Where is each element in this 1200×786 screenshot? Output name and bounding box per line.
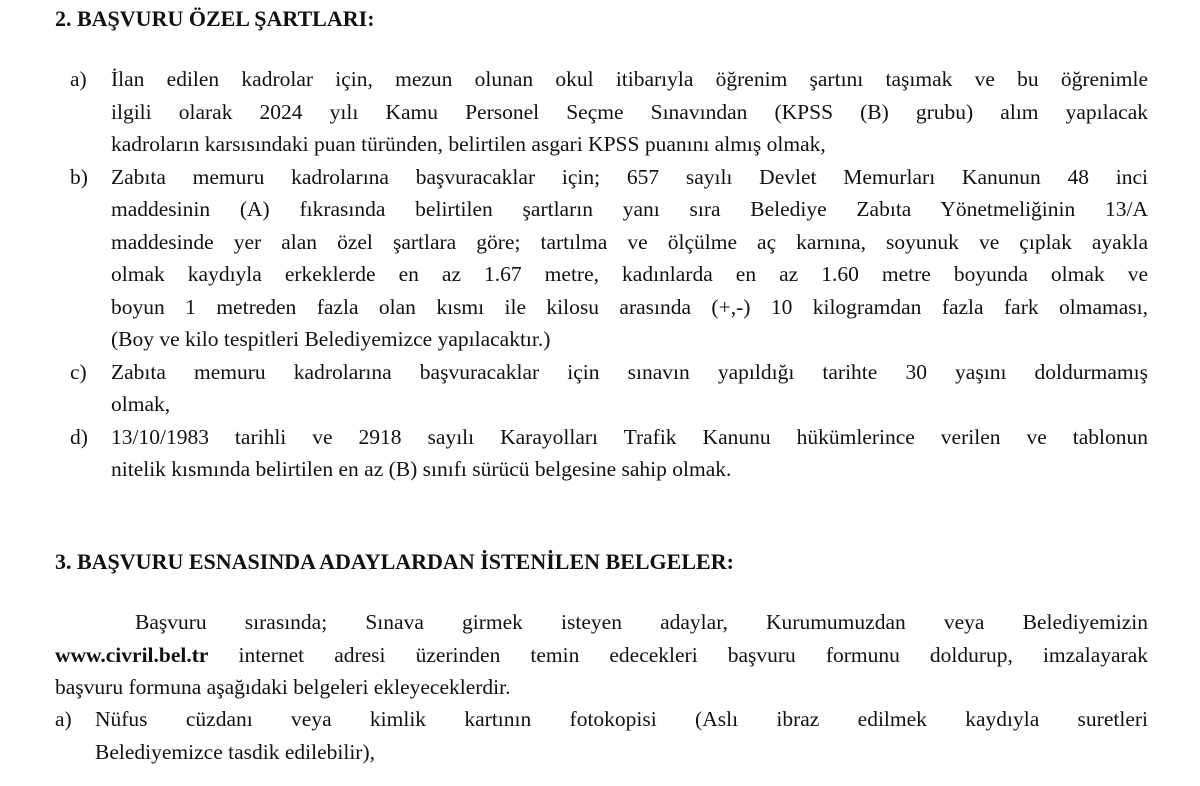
text-line: Belediyemizce tasdik edilebilir), — [95, 739, 375, 764]
list-item — [0, 703, 1200, 768]
text-line: İlan edilen kadrolar için, mezun olunan okul itibarıyla öğrenim şartını taşımak ve bu öğrenimle — [111, 67, 1148, 91]
item-text — [95, 703, 1148, 768]
item-text — [111, 356, 1148, 421]
website-url: www.civril.bel.tr — [55, 642, 209, 667]
item-marker: a) — [55, 707, 72, 731]
section-3-heading: 3. BAŞVURU ESNASINDA ADAYLARDAN İSTENİLEN BELGELER: — [55, 549, 734, 574]
text-fragment: internet adresi üzerinden temin edecekleri başvuru formunu doldurup, imzalayarak — [208, 642, 1148, 667]
text-line: maddesinde yer alan özel şartlara göre; tartılma ve ölçülme aç karnına, soyunuk ve çıplak ayakla — [111, 229, 1148, 254]
list-item — [0, 63, 1200, 161]
item-text — [111, 161, 1148, 356]
item-marker: b) — [70, 164, 88, 189]
text-line: maddesinin (A) fıkrasında belirtilen şartların yanı sıra Belediye Zabıta Yönetmeliğinin 13/A — [111, 197, 1148, 221]
item-marker: d) — [70, 424, 88, 449]
text-line: olmak, — [111, 392, 171, 416]
text-line: boyun 1 metreden fazla olan kısmı ile kilosu arasında (+,-) 10 kilogramdan fazla fark olmaması, — [111, 294, 1148, 319]
text-line: başvuru formuna aşağıdaki belgeleri ekleyeceklerdir. — [55, 675, 511, 699]
list-item — [0, 161, 1200, 356]
text-line: Zabıta memuru kadrolarına başvuracaklar için; 657 sayılı Devlet Memurları Kanunun 48 inci — [111, 164, 1148, 189]
text-line: ilgili olarak 2024 yılı Kamu Personel Seçme Sınavından (KPSS (B) grubu) alım yapılacak — [111, 99, 1148, 124]
text-line: 13/10/1983 tarihli ve 2918 sayılı Karayolları Trafik Kanunu hükümlerince verilen ve tablonun — [111, 424, 1148, 449]
section-3-list — [0, 703, 1200, 768]
item-marker: c) — [70, 359, 87, 384]
text-line: Başvuru sırasında; Sınava girmek isteyen adaylar, Kurumumuzdan veya Belediyemizin — [135, 610, 1148, 634]
text-line: nitelik kısmında belirtilen en az (B) sınıfı sürücü belgesine sahip olmak. — [111, 457, 732, 481]
text-line: Zabıta memuru kadrolarına başvuracaklar için sınavın yapıldığı tarihte 30 yaşını doldurmamış — [111, 359, 1148, 384]
section-2-heading: 2. BAŞVURU ÖZEL ŞARTLARI: — [55, 6, 375, 31]
section-3-intro — [55, 606, 1148, 704]
text-line — [55, 639, 1148, 672]
text-line: Nüfus cüzdanı veya kimlik kartının fotokopisi (Aslı ibraz edilmek kaydıyla suretleri — [95, 707, 1148, 731]
text-line: olmak kaydıyla erkeklerde en az 1.67 metre, kadınlarda en az 1.60 metre boyunda olmak ve — [111, 262, 1148, 286]
item-text — [111, 421, 1148, 486]
text-line: kadroların karsısındaki puan türünden, belirtilen asgari KPSS puanını almış olmak, — [111, 132, 826, 156]
list-item — [0, 421, 1200, 486]
item-marker: a) — [70, 67, 87, 91]
list-item — [0, 356, 1200, 421]
text-line: (Boy ve kilo tespitleri Belediyemizce yapılacaktır.) — [111, 327, 551, 351]
item-text — [111, 63, 1148, 161]
section-2-list — [0, 63, 1200, 486]
